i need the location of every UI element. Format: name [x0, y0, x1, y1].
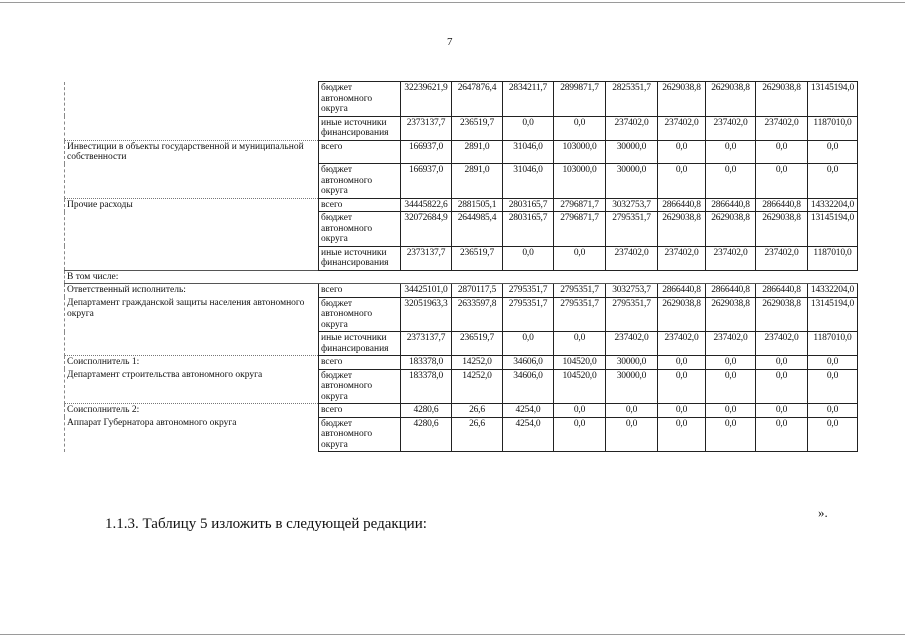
value-cell: 34445822,6: [401, 198, 452, 212]
value-cell: 32051963,3: [401, 297, 452, 332]
table-row: [65, 369, 858, 404]
table-section-row: [65, 270, 858, 284]
value-cell: 2795351,7: [503, 284, 554, 298]
value-cell: 2803165,7: [503, 198, 554, 212]
table-row: [65, 116, 858, 140]
value-cell: 2795351,7: [503, 297, 554, 332]
funding-source-cell: бюджет автономного округа: [319, 369, 401, 404]
value-cell: 237402,0: [658, 116, 706, 140]
value-cell: 2795351,7: [554, 297, 606, 332]
row-name-cell: Прочие расходы: [65, 198, 319, 212]
funding-source-cell: иные источники финансирования: [319, 332, 401, 356]
value-cell: 30000,0: [606, 356, 658, 370]
table-row: [65, 82, 858, 117]
value-cell: 14252,0: [452, 369, 503, 404]
value-cell: 2834211,7: [503, 82, 554, 117]
value-cell: 183378,0: [401, 356, 452, 370]
scan-edge-top: [0, 2, 905, 3]
value-cell: 2866440,8: [658, 198, 706, 212]
value-cell: 0,0: [808, 417, 858, 452]
table-row: [65, 164, 858, 199]
funding-source-cell: бюджет автономного округа: [319, 297, 401, 332]
value-cell: 13145194,0: [808, 212, 858, 247]
value-cell: 0,0: [706, 369, 756, 404]
value-cell: 2891,0: [452, 164, 503, 199]
value-cell: 2795351,7: [606, 297, 658, 332]
value-cell: 2891,0: [452, 140, 503, 164]
value-cell: 2866440,8: [706, 284, 756, 298]
table-section: [65, 270, 858, 284]
value-cell: 237402,0: [606, 246, 658, 270]
value-cell: 2629038,8: [756, 297, 808, 332]
value-cell: 104520,0: [554, 356, 606, 370]
table-row: [65, 417, 858, 452]
value-cell: 4254,0: [503, 417, 554, 452]
value-cell: 0,0: [658, 417, 706, 452]
funding-source-cell: всего: [319, 198, 401, 212]
value-cell: 2870117,5: [452, 284, 503, 298]
value-cell: 2629038,8: [756, 82, 808, 117]
row-name-cell: Ответственный исполнитель:: [65, 284, 319, 298]
value-cell: 0,0: [808, 140, 858, 164]
table-body-bottom: [65, 284, 858, 452]
row-name-cell: Соисполнитель 2:: [65, 404, 319, 418]
section-label: В том числе:: [65, 270, 858, 284]
value-cell: 0,0: [503, 116, 554, 140]
funding-source-cell: бюджет автономного округа: [319, 417, 401, 452]
value-cell: 2629038,8: [658, 297, 706, 332]
funding-source-cell: всего: [319, 284, 401, 298]
closing-quote: ».: [818, 505, 828, 520]
value-cell: 2633597,8: [452, 297, 503, 332]
value-cell: 2373137,7: [401, 116, 452, 140]
value-cell: 0,0: [756, 356, 808, 370]
value-cell: 14332204,0: [808, 198, 858, 212]
table-row: [65, 284, 858, 298]
row-name-cell: [65, 82, 319, 117]
value-cell: 166937,0: [401, 164, 452, 199]
funding-source-cell: всего: [319, 404, 401, 418]
value-cell: 26,6: [452, 417, 503, 452]
value-cell: 0,0: [503, 332, 554, 356]
value-cell: 0,0: [554, 404, 606, 418]
row-name-cell: [65, 116, 319, 140]
value-cell: 13145194,0: [808, 297, 858, 332]
value-cell: 1187010,0: [808, 116, 858, 140]
value-cell: 0,0: [658, 164, 706, 199]
value-cell: 14252,0: [452, 356, 503, 370]
value-cell: 0,0: [706, 417, 756, 452]
value-cell: 13145194,0: [808, 82, 858, 117]
funding-source-cell: иные источники финансирования: [319, 116, 401, 140]
row-name-cell: Аппарат Губернатора автономного округа: [65, 417, 319, 452]
value-cell: 2866440,8: [658, 284, 706, 298]
value-cell: 2796871,7: [554, 212, 606, 247]
value-cell: 0,0: [503, 246, 554, 270]
value-cell: 2866440,8: [756, 284, 808, 298]
table-row: [65, 140, 858, 164]
row-name-cell: [65, 332, 319, 356]
value-cell: 0,0: [756, 164, 808, 199]
value-cell: 2373137,7: [401, 246, 452, 270]
row-name-cell: [65, 212, 319, 247]
value-cell: 0,0: [554, 116, 606, 140]
value-cell: 0,0: [756, 140, 808, 164]
value-cell: 237402,0: [706, 116, 756, 140]
value-cell: 2866440,8: [706, 198, 756, 212]
value-cell: 237402,0: [606, 116, 658, 140]
value-cell: 0,0: [554, 246, 606, 270]
value-cell: 3032753,7: [606, 198, 658, 212]
table-row: [65, 297, 858, 332]
value-cell: 236519,7: [452, 246, 503, 270]
table-row: [65, 198, 858, 212]
value-cell: 2629038,8: [658, 212, 706, 247]
value-cell: 0,0: [808, 369, 858, 404]
table-row: [65, 356, 858, 370]
value-cell: 103000,0: [554, 164, 606, 199]
value-cell: 2629038,8: [756, 212, 808, 247]
value-cell: 0,0: [706, 404, 756, 418]
value-cell: 183378,0: [401, 369, 452, 404]
value-cell: 2795351,7: [554, 284, 606, 298]
value-cell: 237402,0: [606, 332, 658, 356]
value-cell: 34606,0: [503, 356, 554, 370]
value-cell: 236519,7: [452, 332, 503, 356]
value-cell: 0,0: [808, 404, 858, 418]
funding-source-cell: всего: [319, 356, 401, 370]
value-cell: 31046,0: [503, 140, 554, 164]
value-cell: 0,0: [658, 356, 706, 370]
value-cell: 1187010,0: [808, 332, 858, 356]
value-cell: 0,0: [554, 332, 606, 356]
value-cell: 4254,0: [503, 404, 554, 418]
value-cell: 2629038,8: [706, 297, 756, 332]
value-cell: 0,0: [808, 164, 858, 199]
value-cell: 2899871,7: [554, 82, 606, 117]
value-cell: 103000,0: [554, 140, 606, 164]
row-name-cell: Департамент строительства автономного округа: [65, 369, 319, 404]
value-cell: 0,0: [606, 404, 658, 418]
funding-source-cell: бюджет автономного округа: [319, 212, 401, 247]
row-name-cell: Инвестиции в объекты государственной и муниципальной собственности: [65, 140, 319, 164]
value-cell: 4280,6: [401, 417, 452, 452]
value-cell: 32072684,9: [401, 212, 452, 247]
value-cell: 34606,0: [503, 369, 554, 404]
value-cell: 236519,7: [452, 116, 503, 140]
value-cell: 2629038,8: [706, 212, 756, 247]
value-cell: 2803165,7: [503, 212, 554, 247]
value-cell: 166937,0: [401, 140, 452, 164]
value-cell: 2825351,7: [606, 82, 658, 117]
value-cell: 4280,6: [401, 404, 452, 418]
table-body-top: [65, 82, 858, 271]
value-cell: 237402,0: [756, 332, 808, 356]
funding-source-cell: всего: [319, 140, 401, 164]
value-cell: 2644985,4: [452, 212, 503, 247]
value-cell: 0,0: [706, 140, 756, 164]
budget-table: [64, 81, 858, 452]
row-name-cell: [65, 246, 319, 270]
value-cell: 2647876,4: [452, 82, 503, 117]
value-cell: 0,0: [706, 356, 756, 370]
value-cell: 0,0: [756, 369, 808, 404]
value-cell: 0,0: [756, 404, 808, 418]
table-row: [65, 246, 858, 270]
funding-source-cell: бюджет автономного округа: [319, 164, 401, 199]
value-cell: 0,0: [606, 417, 658, 452]
row-name-cell: [65, 164, 319, 199]
value-cell: 2796871,7: [554, 198, 606, 212]
funding-source-cell: бюджет автономного округа: [319, 82, 401, 117]
value-cell: 1187010,0: [808, 246, 858, 270]
value-cell: 0,0: [706, 164, 756, 199]
value-cell: 30000,0: [606, 164, 658, 199]
value-cell: 237402,0: [706, 332, 756, 356]
value-cell: 0,0: [658, 140, 706, 164]
value-cell: 31046,0: [503, 164, 554, 199]
amendment-instruction: 1.1.3. Таблицу 5 изложить в следующей редакции:: [105, 516, 427, 532]
value-cell: 26,6: [452, 404, 503, 418]
value-cell: 2866440,8: [756, 198, 808, 212]
value-cell: 0,0: [756, 417, 808, 452]
value-cell: 0,0: [554, 417, 606, 452]
value-cell: 237402,0: [756, 116, 808, 140]
table-row: [65, 332, 858, 356]
value-cell: 237402,0: [706, 246, 756, 270]
value-cell: 2629038,8: [658, 82, 706, 117]
row-name-cell: Департамент гражданской защиты населения автономного округа: [65, 297, 319, 332]
value-cell: 30000,0: [606, 369, 658, 404]
value-cell: 32239621,9: [401, 82, 452, 117]
page-number: 7: [447, 36, 453, 48]
value-cell: 2795351,7: [606, 212, 658, 247]
value-cell: 30000,0: [606, 140, 658, 164]
table-row: [65, 212, 858, 247]
value-cell: 2373137,7: [401, 332, 452, 356]
table-row: [65, 404, 858, 418]
value-cell: 0,0: [658, 369, 706, 404]
value-cell: 14332204,0: [808, 284, 858, 298]
scan-edge-bottom: [0, 634, 905, 635]
value-cell: 3032753,7: [606, 284, 658, 298]
value-cell: 237402,0: [756, 246, 808, 270]
funding-source-cell: иные источники финансирования: [319, 246, 401, 270]
value-cell: 0,0: [658, 404, 706, 418]
value-cell: 237402,0: [658, 246, 706, 270]
value-cell: 34425101,0: [401, 284, 452, 298]
value-cell: 2881505,1: [452, 198, 503, 212]
value-cell: 104520,0: [554, 369, 606, 404]
row-name-cell: Соисполнитель 1:: [65, 356, 319, 370]
value-cell: 237402,0: [658, 332, 706, 356]
value-cell: 2629038,8: [706, 82, 756, 117]
value-cell: 0,0: [808, 356, 858, 370]
